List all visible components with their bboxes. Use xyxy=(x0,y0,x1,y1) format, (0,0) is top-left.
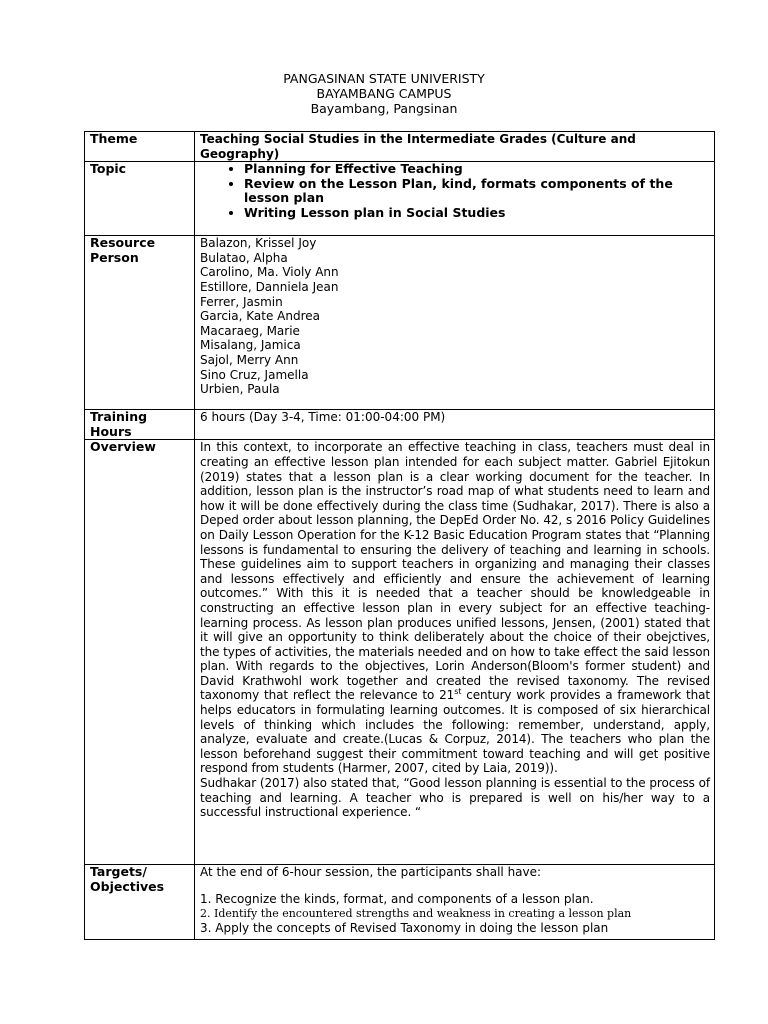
training-hours-value: 6 hours (Day 3-4, Time: 01:00-04:00 PM) xyxy=(195,410,715,440)
university-name: PANGASINAN STATE UNIVERISTY xyxy=(283,71,485,86)
targets-label: Targets/ Objectives xyxy=(85,865,195,940)
targets-cell xyxy=(195,865,715,940)
theme-row xyxy=(85,132,715,162)
topic-row xyxy=(85,162,715,236)
overview-text-part1: In this context, to incorporate an effective teaching in class, teachers must deal in creating an effective lesson plan intended for each subject matter. Gabriel Ejitokun (2019) states that a lesson plan is a clear working document for the teacher. In addition, lesson plan is the instructor’s road map of what students need to learn and how it will be done effectively during the class time (Sudhakar, 2017). There is also a Deped order about lesson planning, the DepEd Order No. 42, s 2016 Policy Guidelines on Daily Lesson Operation for the K-12 Basic Education Program states that “Planning lessons is fundamental to ensuring the delivery of teaching and learning in schools. These guidelines aim to support teachers in organizing and managing their classes and lessons effectively and efficiently and ensure the achievement of learning outcomes.” With this it is needed that a teacher should be knowledgeable in constructing an effective lesson plan in every subject for an effective teaching-learning process. As lesson plan produces unified lessons, Jensen, (2001) stated that it will give an opportunity to think deliberately about the choice of their obejctives, the types of activities, the materials needed and on how to take effect the said lesson plan. With regards to the objectives, Lorin Anderson(Bloom's former student) and David Krathwohl work together and created the revised taxonomy. The revised taxonomy that reflect the relevance to 21 xyxy=(200,440,710,703)
document-header xyxy=(0,71,768,116)
resource-person-row xyxy=(85,236,715,410)
person-name: Macaraeg, Marie xyxy=(200,323,300,338)
objective-item: 3. Apply the concepts of Revised Taxonomy in doing the lesson plan xyxy=(200,921,609,936)
person-name: Estillore, Danniela Jean xyxy=(200,279,339,294)
person-name: Sajol, Merry Ann xyxy=(200,352,299,367)
training-plan-table xyxy=(84,131,715,940)
overview-row xyxy=(85,440,715,865)
topic-item: • Writing Lesson plan in Social Studies xyxy=(244,206,710,221)
ordinal-superscript: st xyxy=(454,687,462,697)
topic-label: Topic xyxy=(85,162,195,236)
topic-item: • Review on the Lesson Plan, kind, formats components of the lesson plan xyxy=(244,177,710,206)
person-name: Sino Cruz, Jamella xyxy=(200,367,309,382)
topic-cell xyxy=(195,162,715,236)
resource-person-label: Resource Person xyxy=(85,236,195,410)
overview-paragraph: Sudhakar (2017) also stated that, “Good lesson planning is essential to the process of teaching and learning. A teacher who is prepared is well on his/her way to a successful instructional experience. “ xyxy=(200,776,710,820)
overview-text xyxy=(195,440,715,865)
overview-label: Overview xyxy=(85,440,195,865)
person-name: Garcia, Kate Andrea xyxy=(200,309,320,324)
person-name: Ferrer, Jasmin xyxy=(200,294,283,309)
campus-location: Bayambang, Pangsinan xyxy=(310,101,458,116)
resource-person-list xyxy=(195,236,715,410)
theme-label: Theme xyxy=(85,132,195,162)
topic-list xyxy=(200,162,710,220)
person-name: Balazon, Krissel Joy xyxy=(200,236,317,251)
targets-row xyxy=(85,865,715,940)
campus-name: BAYAMBANG CAMPUS xyxy=(316,86,452,101)
objective-item: 2. Identify the encountered strengths and weakness in creating a lesson plan xyxy=(200,906,632,920)
training-hours-label: Training Hours xyxy=(85,410,195,440)
targets-intro: At the end of 6-hour session, the participants shall have: xyxy=(200,865,542,880)
overview-paragraph xyxy=(200,440,710,776)
person-name: Carolino, Ma. Violy Ann xyxy=(200,265,339,280)
person-name: Misalang, Jamica xyxy=(200,338,301,353)
person-name: Urbien, Paula xyxy=(200,382,280,397)
objective-item: 1. Recognize the kinds, format, and components of a lesson plan. xyxy=(200,891,594,906)
theme-value: Teaching Social Studies in the Intermediate Grades (Culture and Geography) xyxy=(195,132,715,162)
overview-text-part2: century work provides a framework that helps educators in formulating learning outcomes. It is composed of six hierarchical levels of thinking which includes the following: remember, understand, apply, analyze, evaluate and create.(Lucas & Corpuz, 2014). The teachers who plan the lesson beforehand suggest their commitment toward teaching and will get positive respond from students (Harmer, 2007, cited by Laia, 2019)). xyxy=(200,688,710,776)
topic-item: • Planning for Effective Teaching xyxy=(244,162,710,177)
person-name: Bulatao, Alpha xyxy=(200,250,288,265)
training-hours-row xyxy=(85,410,715,440)
